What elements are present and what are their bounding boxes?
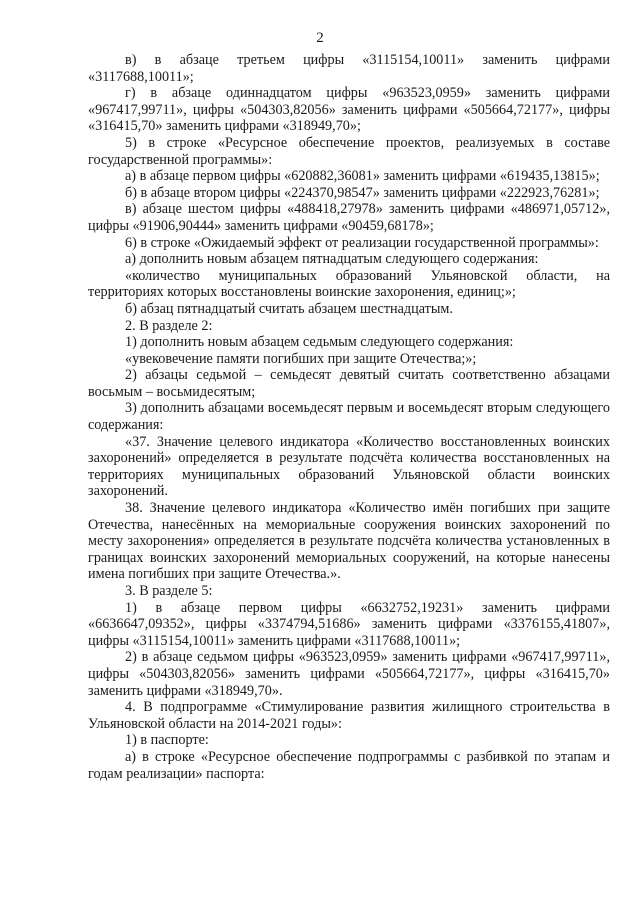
paragraph-3g: г) в абзаце одиннадцатом цифры «963523,0959» заменить цифрами «967417,99711», цифры «504303,82056» заменить цифрами «505664,72177», цифры «316415,70» заменить цифрами «318949,70»; — [88, 85, 610, 135]
paragraph-s2-2: 2) абзацы седьмой – семьдесят девятый считать соответственно абзацами восьмым – восьмидесятым; — [88, 367, 610, 400]
paragraph-s2-3: 3) дополнить абзацами восемьдесят первым и восемьдесят вторым следующего содержания: — [88, 400, 610, 434]
paragraph-5v: в) абзаце шестом цифры «488418,27978» заменить цифрами «486971,05712», цифры «91906,90444» заменить цифрами «90459,68178»; — [88, 201, 610, 234]
paragraph-37: «37. Значение целевого индикатора «Количество восстановленных воинских захоронений» определяется в результате подсчёта количества восстановленных на территориях муниципальных образований Ульяновской области воинских захоронений. — [88, 433, 610, 500]
page-number: 2 — [316, 30, 324, 46]
document-body — [88, 52, 610, 782]
paragraph-38: 38. Значение целевого индикатора «Количество имён погибших при защите Отечества, нанесённых на мемориальные сооружения воинских захоронений по месту захоронения» определяется в результате подсчёта количества установленных в границах воинских захоронений мемориальных сооружений, на которые нанесены имена погибших при защите Отечества.». — [88, 500, 610, 583]
paragraph-s2-1-quote: «увековечение памяти погибших при защите Отечества;»; — [125, 350, 477, 367]
paragraph-4-1a: а) в строке «Ресурсное обеспечение подпрограммы с разбивкой по этапам и годам реализации» паспорта: — [88, 748, 610, 782]
paragraph-4-1: 1) в паспорте: — [125, 732, 209, 749]
section-5-heading: 3. В разделе 5: — [125, 583, 213, 599]
paragraph-6: 6) в строке «Ожидаемый эффект от реализации государственной программы»: — [125, 234, 599, 251]
section-2-heading: 2. В разделе 2: — [125, 317, 213, 334]
paragraph-5a: а) в абзаце первом цифры «620882,36081» заменить цифрами «619435,13815»; — [125, 168, 600, 185]
paragraph-3v: в) в абзаце третьем цифры «3115154,10011» заменить цифрами «3117688,10011»; — [88, 52, 610, 85]
paragraph-5: 5) в строке «Ресурсное обеспечение проектов, реализуемых в составе государственной программы»: — [88, 134, 610, 168]
paragraph-6b: б) абзац пятнадцатый считать абзацем шестнадцатым. — [125, 300, 453, 317]
paragraph-6a: а) дополнить новым абзацем пятнадцатым следующего содержания: — [125, 251, 539, 268]
paragraph-s5-1: 1) в абзаце первом цифры «6632752,19231» заменить цифрами «6636647,09352», цифры «3374794,51686» заменить цифрами «3376155,41807», цифры «3115154,10011» заменить цифрами «3117688,10011»; — [88, 599, 610, 649]
paragraph-6a-quote: «количество муниципальных образований Ульяновской области, на территориях которых восстановлены воинские захоронения, единиц;»; — [88, 267, 610, 301]
paragraph-5b: б) в абзаце втором цифры «224370,98547» заменить цифрами «222923,76281»; — [125, 184, 600, 201]
paragraph-4: 4. В подпрограмме «Стимулирование развития жилищного строительства в Ульяновской области на 2014-2021 годы»: — [88, 699, 610, 732]
paragraph-s5-2: 2) в абзаце седьмом цифры «963523,0959» заменить цифрами «967417,99711», цифры «504303,82056» заменить цифрами «505664,72177», цифры «316415,70» заменить цифрами «318949,70». — [88, 649, 610, 699]
paragraph-s2-1: 1) дополнить новым абзацем седьмым следующего содержания: — [125, 334, 514, 351]
